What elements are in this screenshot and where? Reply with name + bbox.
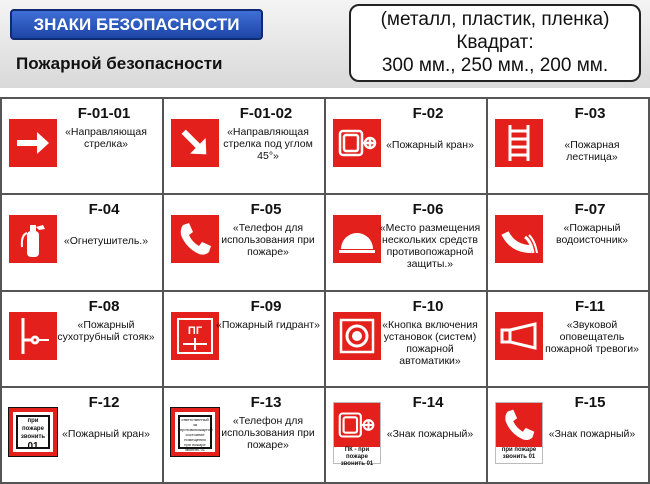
sign-description: «Пожарный кран» (386, 139, 474, 151)
hose-call-icon (333, 402, 381, 467)
hydrant-label: ПГ (187, 324, 203, 337)
sign-card[interactable] (2, 195, 164, 291)
sign-card[interactable] (326, 195, 488, 291)
sign-card[interactable] (164, 99, 326, 195)
sign-code: F-07 (574, 201, 606, 219)
sign-card[interactable] (164, 292, 326, 388)
sign-card[interactable] (326, 388, 488, 484)
sign-code: F-13 (250, 393, 282, 411)
sign-description: «Кнопка включения установок (систем) пожарной автоматики» (382, 318, 478, 367)
sign-card[interactable] (488, 292, 650, 388)
sign-description: «Пожарная лестница» (564, 139, 620, 163)
hydrant-icon (171, 312, 219, 360)
sign-description: «Пожарный водоисточник» (555, 222, 629, 247)
sign-card[interactable] (2, 388, 164, 484)
instruction-plate-icon (171, 408, 219, 456)
sign-description: «Знак пожарный» (386, 427, 474, 440)
sign-code: F-03 (574, 105, 606, 122)
plate-label: ПК - при пожаре звонить 01 (340, 446, 374, 467)
sign-description: «Направляющая стрелка под углом 45°» (223, 126, 313, 162)
signs-grid (0, 97, 650, 484)
plate-label: при пожаре звонить 01 (501, 446, 537, 460)
arrow-diagonal-icon (171, 119, 219, 167)
button-icon (333, 312, 381, 360)
extinguisher-icon (9, 215, 57, 263)
sign-card[interactable] (488, 388, 650, 484)
sign-code: F-01-02 (239, 105, 293, 122)
sign-code: F-11 (574, 297, 605, 315)
sign-card[interactable] (2, 99, 164, 195)
sign-code: F-08 (88, 297, 120, 315)
sign-code: F-15 (574, 393, 606, 411)
ladder-icon (495, 119, 543, 167)
info-shape: Квадрат: (456, 32, 534, 53)
info-sizes: 300 мм., 250 мм., 200 мм. (381, 55, 609, 76)
fire-hose-icon (333, 119, 381, 167)
sign-code: F-04 (88, 201, 120, 219)
sign-card[interactable] (164, 388, 326, 484)
dome-icon (333, 215, 381, 263)
phone-call-icon (495, 402, 543, 464)
arrow-right-icon (9, 119, 57, 167)
header (0, 0, 650, 88)
sign-card[interactable] (326, 292, 488, 388)
info-materials: (металл, пластик, пленка) (380, 9, 610, 30)
sign-description: «Пожарный гидрант» (216, 318, 320, 331)
sign-description: «Телефон для использования при пожаре» (221, 222, 315, 259)
sign-code: F-05 (250, 201, 282, 219)
plate-number: при пожаре звонить 01 (184, 441, 206, 452)
info-box (349, 4, 641, 82)
sign-description: «Огнетушитель.» (63, 235, 149, 248)
sign-description: «Пожарный сухотрубный стояк» (57, 318, 155, 343)
sign-card[interactable] (488, 99, 650, 195)
sign-card[interactable] (326, 99, 488, 195)
title-badge: ЗНАКИ БЕЗОПАСНОСТИ (10, 9, 263, 40)
sign-card[interactable] (488, 195, 650, 291)
subtitle: Пожарной безопасности (16, 54, 223, 73)
sign-code: F-14 (412, 393, 444, 411)
sign-code: F-10 (412, 297, 444, 315)
plate-number: 01 (27, 440, 39, 452)
sign-code: F-02 (412, 105, 444, 122)
water-source-icon (495, 215, 543, 263)
plate-label: при пожаре звонить (20, 417, 46, 440)
phone-icon (171, 215, 219, 263)
sign-code: F-06 (412, 201, 444, 219)
sign-description: «Телефон для использования при пожаре» (221, 414, 315, 451)
sign-description: «Место размещения нескольких средств противопожарной защиты.» (379, 222, 481, 271)
sign-code: F-01-01 (77, 105, 131, 122)
sign-card[interactable] (2, 292, 164, 388)
plate-label: ответственный за противопожарное состояние помещения (180, 416, 214, 442)
sign-description: «Пожарный кран» (62, 427, 150, 440)
sign-description: «Направляющая стрелка» (65, 126, 147, 150)
sign-description: «Звуковой оповещатель пожарной тревоги» (545, 318, 639, 355)
call-plate-icon (9, 408, 57, 456)
siren-icon (495, 312, 543, 360)
sign-card[interactable] (164, 195, 326, 291)
sign-code: F-12 (88, 393, 120, 411)
sign-code: F-09 (250, 297, 282, 315)
standpipe-icon (9, 312, 57, 360)
sign-description: «Знак пожарный» (548, 427, 636, 440)
